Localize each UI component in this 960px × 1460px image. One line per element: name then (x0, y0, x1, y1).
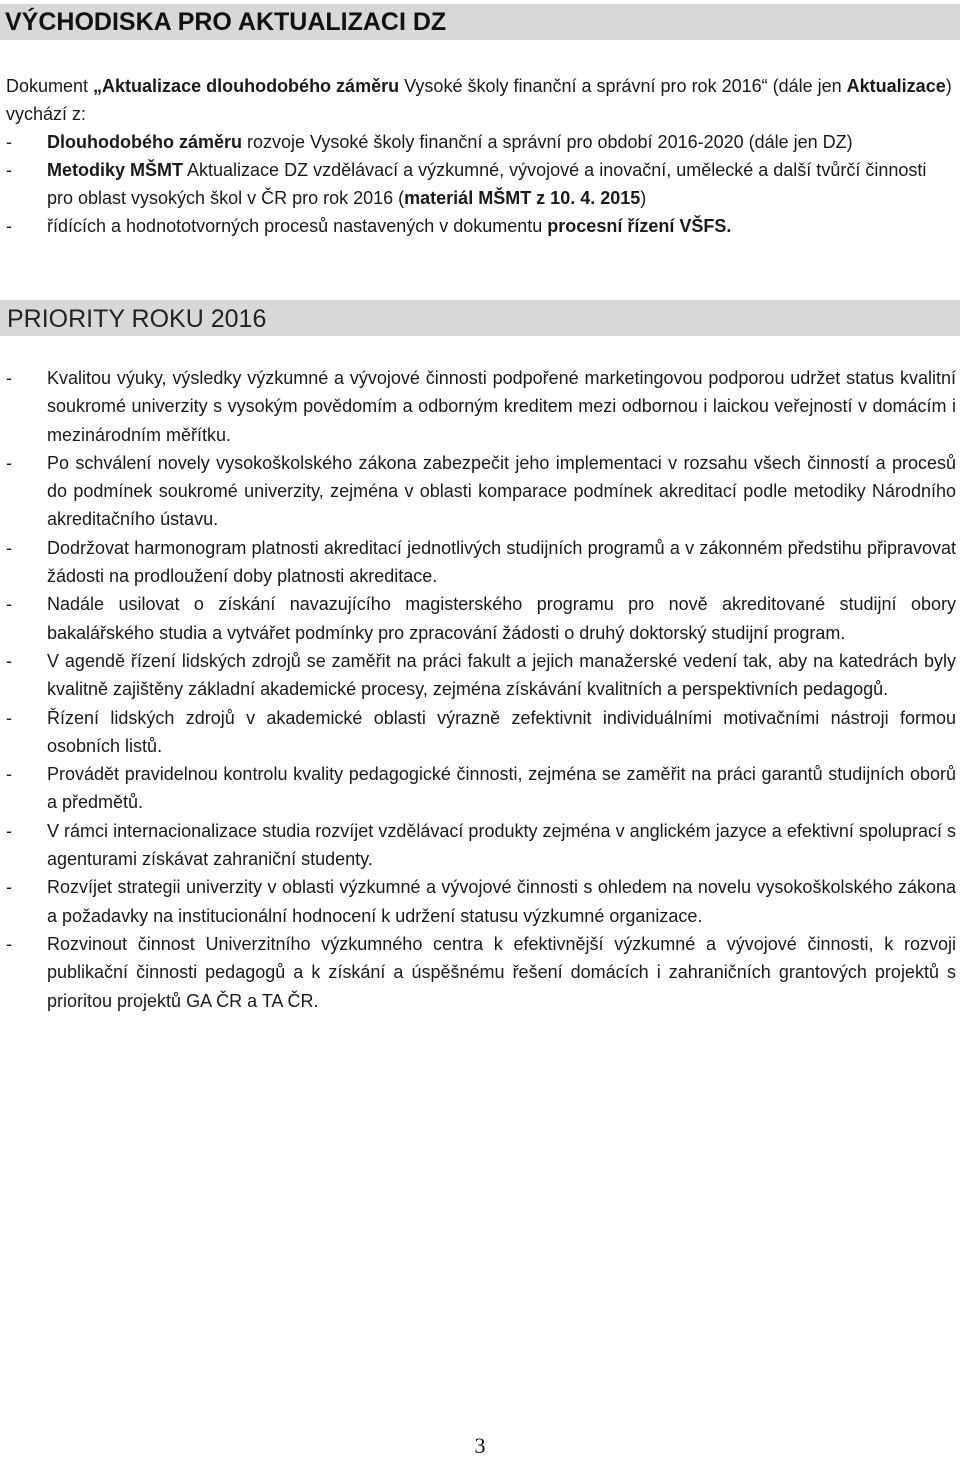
list-item-text: Po schválení novely vysokoškolského zákona zabezpečit jeho implementaci v rozsahu všech činností a procesů do podmínek soukromé univerzity, zejména v oblasti komparace podmínek akreditací podle metodiky Národního akreditačního ústavu. (47, 452, 956, 530)
list-dash: - (6, 132, 12, 152)
bold-term: Dlouhodobého záměru (47, 132, 242, 152)
item-text: řídících a hodnototvorných procesů nastavených v dokumentu (47, 216, 548, 236)
list-item-text (47, 212, 956, 240)
source-item-msmt (6, 156, 956, 212)
bold-term: Metodiky MŠMT (47, 160, 184, 180)
item-text: ) (640, 188, 647, 208)
list-dash: - (6, 764, 12, 785)
list-item-text: Řízení lidských zdrojů v akademické oblasti výrazně zefektivnit individuálními motivačními nástroji formou osobních listů. (47, 707, 956, 756)
list-item (6, 873, 956, 930)
list-dash: - (6, 820, 12, 841)
list-item (6, 534, 956, 591)
list-dash: - (6, 537, 12, 558)
list-dash: - (6, 452, 12, 473)
list-dash: - (6, 650, 12, 671)
list-item (6, 364, 956, 449)
list-item (6, 817, 956, 874)
list-dash: - (6, 707, 12, 728)
page-number: 3 (474, 1433, 486, 1458)
list-item-text: V agendě řízení lidských zdrojů se zaměřit na práci fakult a jejich manažerské vedení tak, aby na katedrách byly kvalitně zajištěny základní akademické procesy, zejména získávání kvalitních a perspektivních pedagogů. (47, 650, 956, 700)
section-heading-priority: PRIORITY ROKU 2016 (0, 300, 960, 336)
list-item-text: Kvalitou výuky, výsledky výzkumné a vývojové činnosti podpořené marketingovou podporou udržet status kvalitní soukromé univerzity s vysokým povědomím a odborným kreditem mezi odbornou i laickou veřejností v domácím i mezinárodním měřítku. (47, 368, 956, 445)
list-dash: - (6, 216, 12, 236)
list-item-text: Provádět pravidelnou kontrolu kvality pedagogické činnosti, zejména se zaměřit na práci garantů studijních oborů a předmětů. (47, 764, 956, 813)
item-text: Aktualizace DZ vzdělávací a výzkumné, vývojové a inovační, umělecké a další tvůrčí činnosti pro oblast vysokých škol v ČR pro rok 2016 ( (47, 160, 927, 208)
list-dash: - (6, 933, 12, 954)
intro-section (6, 72, 956, 240)
source-item-dz (6, 128, 956, 156)
list-item (6, 647, 956, 704)
list-item (6, 704, 956, 761)
list-item-text: V rámci internacionalizace studia rozvíjet vzdělávací produkty zejména v anglickém jazyce a efektivní spoluprací s agenturami získávat zahraniční studenty. (47, 820, 956, 870)
list-dash: - (6, 877, 12, 898)
list-item-text (47, 156, 956, 212)
list-item (6, 449, 956, 534)
bold-term: procesní řízení VŠFS. (547, 216, 732, 236)
document-title: „Aktualizace dlouhodobého záměru (93, 76, 400, 96)
list-item-text: Rozvíjet strategii univerzity v oblasti výzkumné a vývojové činnosti s ohledem na novelu vysokoškolského zákona a požadavky na institucionální hodnocení k udržení statusu výzkumné organizace. (47, 877, 956, 926)
bold-term: materiál MŠMT z 10. 4. 2015 (404, 188, 641, 208)
list-item-text (47, 128, 956, 156)
intro-paragraph (6, 72, 956, 128)
intro-text: Vysoké školy finanční a správní pro rok 2016“ (dále jen (399, 76, 847, 96)
document-short-name: Aktualizace (846, 76, 946, 96)
intro-text: Dokument (6, 76, 94, 96)
list-dash: - (6, 368, 12, 388)
item-text: rozvoje Vysoké školy finanční a správní pro období 2016-2020 (dále jen DZ) (242, 132, 853, 152)
list-item (6, 760, 956, 817)
list-item (6, 590, 956, 647)
intro-text: ) vychází z: (6, 76, 952, 124)
list-item-text: Dodržovat harmonogram platnosti akreditací jednotlivých studijních programů a v zákonném předstihu připravovat žádosti na prodloužení doby platnosti akreditace. (47, 537, 956, 587)
section-heading-vychodiska: VÝCHODISKA PRO AKTUALIZACI DZ (0, 4, 960, 40)
priorities-list (6, 364, 956, 1015)
list-dash: - (6, 594, 12, 615)
list-item-text: Nadále usilovat o získání navazujícího magisterského programu pro nově akreditované studijní obory bakalářského studia a vytvářet podmínky pro zpracování žádosti o druhý doktorský studijní program. (47, 594, 956, 643)
list-dash: - (6, 160, 12, 180)
source-item-processes (6, 212, 956, 240)
list-item-text: Rozvinout činnost Univerzitního výzkumného centra k efektivnější výzkumné a vývojové činnosti, k rozvoji publikační činnosti pedagogů a k získání a úspěšnému řešení domácích i zahraničních grantových projektů s prioritou projektů GA ČR a TA ČR. (47, 933, 956, 1011)
list-item (6, 930, 956, 1015)
